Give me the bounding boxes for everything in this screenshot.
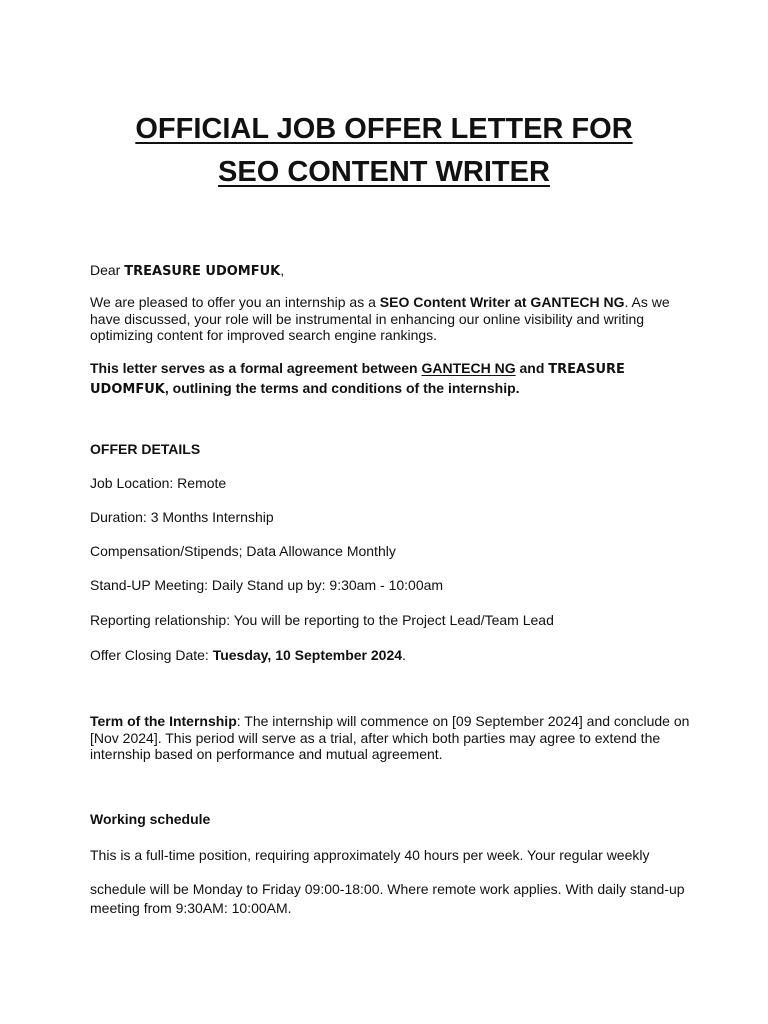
job-location: Job Location: Remote: [90, 475, 227, 491]
agreement-prefix: This letter serves as a formal agreement between: [90, 360, 418, 376]
term-paragraph: [90, 713, 690, 763]
agreement-paragraph: [90, 359, 690, 399]
schedule-line-1: This is a full-time position, requiring approximately 40 hours per week. Your regular weekly: [90, 847, 650, 863]
duration: Duration: 3 Months Internship: [90, 509, 274, 525]
letter-title-line-1: OFFICIAL JOB OFFER LETTER FOR: [135, 113, 633, 145]
intro-paragraph: [90, 294, 690, 344]
term-text: : The internship will commence on [09 September 2024] and conclude on [Nov 2024]. This period will serve as a trial, after which both parties may agree to extend the internship based on performance and mutual agreement.: [90, 713, 690, 762]
intro-role: SEO Content Writer at GANTECH NG: [379, 294, 625, 310]
standup-meeting: Stand-UP Meeting: Daily Stand up by: 9:30am - 10:00am: [90, 577, 444, 593]
closing-suffix: .: [402, 647, 406, 663]
recipient-name: TREASURE UDOMFUK: [124, 264, 281, 279]
agreement-rest: , outlining the terms and conditions of the internship.: [164, 380, 520, 396]
reporting-relationship: Reporting relationship: You will be reporting to the Project Lead/Team Lead: [90, 612, 554, 628]
closing-prefix: Offer Closing Date:: [90, 647, 209, 663]
closing-date: Tuesday, 10 September 2024: [212, 647, 403, 663]
offer-details-heading: OFFER DETAILS: [90, 441, 201, 457]
term-label: Term of the Internship: [90, 713, 237, 729]
offer-closing-date: [90, 647, 690, 664]
salutation: [90, 262, 690, 281]
intro-prefix: We are pleased to offer you an internship as a: [90, 294, 376, 310]
salutation-prefix: Dear: [90, 262, 121, 278]
agreement-recipient: TREASURE UDOMFUK: [90, 362, 625, 397]
agreement-and: and: [519, 360, 545, 376]
letter-title-line-2: SEO CONTENT WRITER: [218, 156, 550, 188]
schedule-line-2: schedule will be Monday to Friday 09:00-18:00. Where remote work applies. With daily stand-up meeting from 9:30AM: 10:00AM.: [90, 881, 685, 916]
agreement-company: GANTECH NG: [421, 360, 516, 376]
compensation: Compensation/Stipends; Data Allowance Monthly: [90, 543, 396, 559]
letter-title: [60, 108, 708, 194]
intro-rest: . As we have discussed, your role will be instrumental in enhancing our online visibility and writing optimizing content for improved search engine rankings.: [90, 294, 670, 343]
salutation-suffix: ,: [280, 262, 285, 278]
working-schedule-heading: Working schedule: [90, 811, 211, 827]
